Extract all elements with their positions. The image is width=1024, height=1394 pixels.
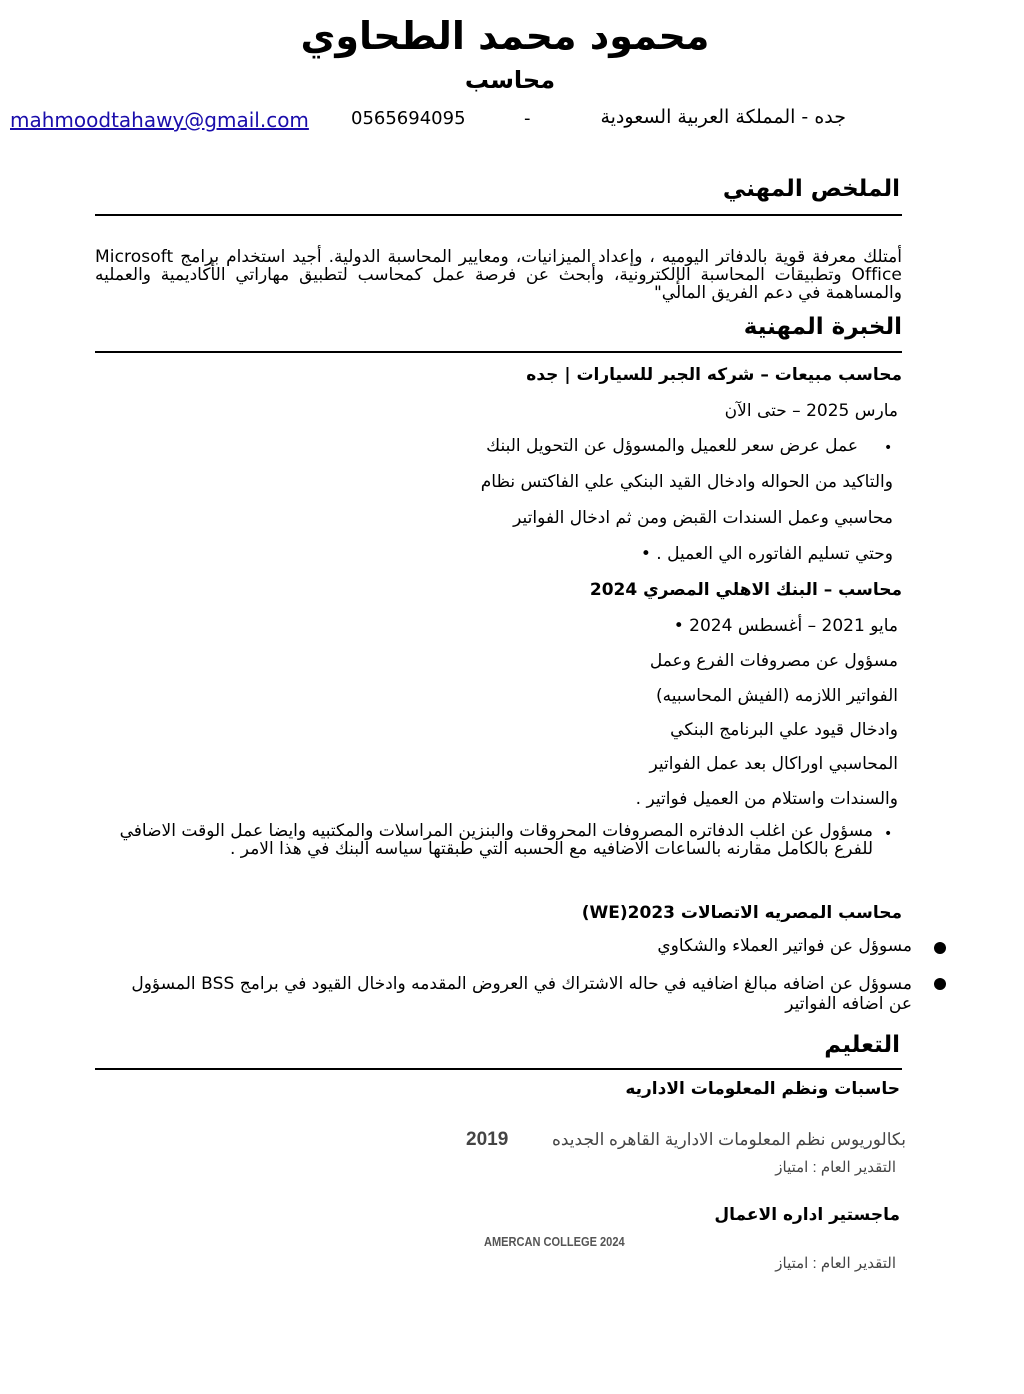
- degree1-name: بكالوريوس نظم المعلومات الادارية القاهره الجديده: [551, 1130, 906, 1149]
- summary-divider: [95, 214, 902, 216]
- email-link[interactable]: mahmoodtahawy@gmail.com: [10, 108, 309, 132]
- job2-date: مايو 2021 – أغسطس 2024 •: [673, 616, 898, 636]
- job2-extra: مسؤول عن اغلب الدفاتره المصروفات المحروقات والبنزين المراسلات والمكتبيه وايضا عمل الوقت الاضافي للفرع بالكامل مقارنه بالساعات الاضافيه مع الحسبه التي طبقتها سياسه البنك في هذا الامر .: [119, 821, 873, 859]
- degree2-school: AMERCAN COLLEGE 2024: [484, 1234, 625, 1249]
- job2-title: محاسب – البنك الاهلي المصري 2024: [589, 580, 902, 600]
- job2-line-5: والسندات واستلام من العميل فواتير .: [635, 789, 898, 809]
- job3-bullet-icon-2: [934, 978, 946, 990]
- job3-bullet-1: مسوؤل عن فواتير العملاء والشكاوي: [657, 936, 912, 956]
- job1-title: محاسب مبيعات – شركه الجبر للسيارات | جده: [526, 365, 902, 385]
- degree1-year: 2019: [466, 1129, 509, 1150]
- job1-line-1: عمل عرض سعر للعميل والمسوؤل عن التحويل البنك: [486, 436, 858, 456]
- degree2-field: ماجستير اداره الاعمال: [714, 1205, 900, 1225]
- job1-line-3: محاسبي وعمل السندات القبض ومن ثم ادخال الفواتير: [513, 508, 893, 528]
- degree1-grade: التقدير العام : امتياز: [775, 1159, 896, 1176]
- phone-number: 0565694095: [351, 108, 466, 129]
- education-heading: التعليم: [824, 1032, 900, 1058]
- full-name: محمود محمد الطحاوي: [300, 14, 710, 58]
- job2-line-3: وادخال قيود علي البرنامج البنكي: [670, 720, 898, 740]
- job1-line-2: والتاكيد من الحواله وادخال القيد البنكي علي الفاكتس نظام: [480, 472, 893, 492]
- job3-bullet-2: مسوؤل عن اضافه مبالغ اضافيه في حاله الاشتراك في العروض المقدمه وادخال القيود في برامج BSS المسؤول عن اضافه الفواتير: [131, 974, 912, 1014]
- degree2-grade: التقدير العام : امتياز: [775, 1255, 896, 1272]
- education-divider: [95, 1068, 902, 1070]
- experience-heading: الخبرة المهنية: [743, 314, 902, 340]
- job1-bullet-icon: •: [884, 440, 893, 456]
- degree1-field: حاسبات ونظم المعلومات الاداريه: [625, 1079, 900, 1099]
- experience-divider: [95, 351, 902, 353]
- location: جده - المملكة العربية السعودية: [600, 106, 846, 128]
- job2-line-4: المحاسبي اوراكال بعد عمل الفواتير: [649, 754, 898, 774]
- job-title: محاسب: [464, 66, 556, 94]
- summary-heading: الملخص المهني: [722, 176, 900, 202]
- summary-text: أمتلك معرفة قوية بالدفاتر اليوميه ، وإعداد الميزانيات، ومعايير المحاسبة الدولية. أجيد استخدام برامج Microsoft Office وتطبيقات المحاسبة الإلكترونية، وأبحث عن فرصة عمل كمحاسب لتطبيق مهاراتي الأكاديمية والعمليه والمساهمة في دعم الفريق المالي": [95, 247, 902, 303]
- job3-title: محاسب المصريه الاتصالات 2023(WE): [581, 903, 902, 923]
- contact-separator: -: [524, 108, 531, 129]
- job2-bullet-icon: •: [884, 826, 893, 842]
- job1-line-4: وحتي تسليم الفاتوره الي العميل . •: [640, 544, 893, 564]
- job3-bullet-icon-1: [934, 942, 946, 954]
- job2-line-2: الفواتير اللازمه (الفيش المحاسبيه): [655, 686, 898, 706]
- job2-line-1: مسؤول عن مصروفات الفرع وعمل: [649, 651, 898, 671]
- job1-date: مارس 2025 – حتى الآن: [724, 401, 898, 421]
